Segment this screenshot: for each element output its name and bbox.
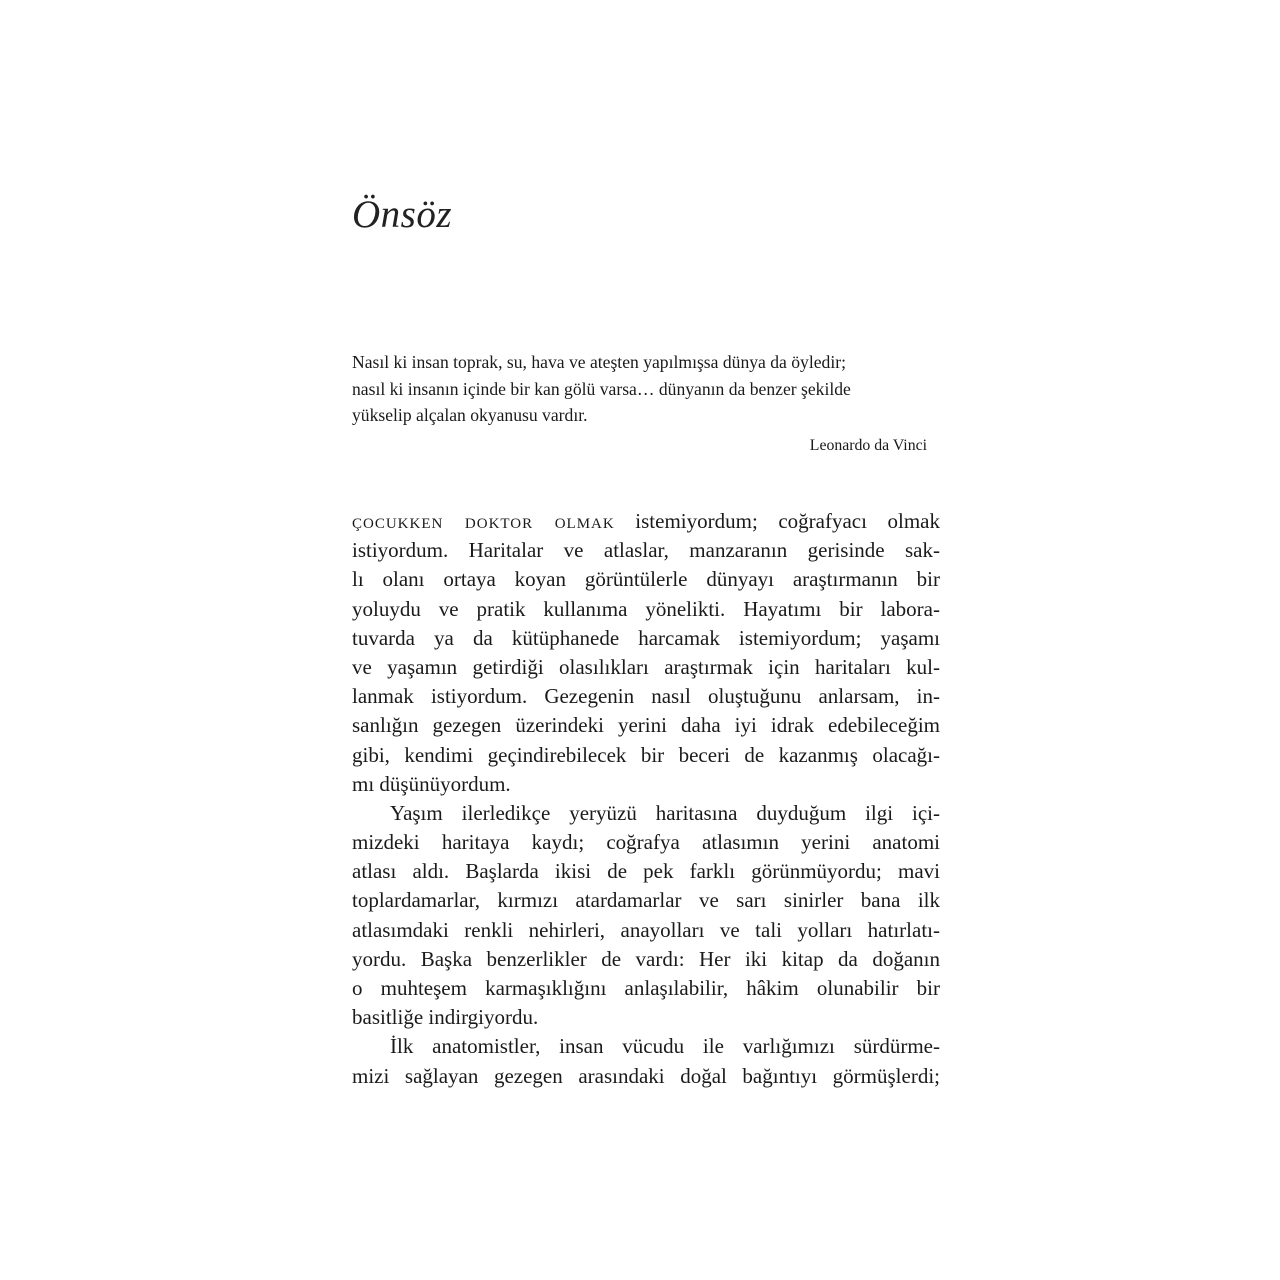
lead-in-small-caps: çocukken doktor olmak <box>352 509 615 533</box>
body-line: lanmak istiyordum. Gezegenin nasıl oluştuğunu anlarsam, in- <box>352 684 940 709</box>
body-line: atlasımdaki renkli nehirleri, anayolları ve tali yolları hatırlatı- <box>352 917 940 942</box>
epigraph-line: nasıl ki insanın içinde bir kan gölü varsa… dünyanın da benzer şekilde <box>352 378 851 399</box>
body-line: Yaşım ilerledikçe yeryüzü haritasına duyduğum ilgi içi- <box>390 800 940 825</box>
body-line: lı olanı ortaya koyan görüntülerle dünyayı araştırmanın bir <box>352 567 940 592</box>
body-line: istiyordum. Haritalar ve atlaslar, manzaranın gerisinde sak- <box>352 538 940 563</box>
epigraph-line: yükselip alçalan okyanusu vardır. <box>352 405 588 425</box>
body-line: mizi sağlayan gezegen arasındaki doğal bağıntıyı görmüşlerdi; <box>352 1063 940 1088</box>
body-line: ve yaşamın getirdiği olasılıkları araştırmak için haritaları kul- <box>352 654 940 679</box>
body-line: sanlığın gezegen üzerindeki yerini daha iyi idrak edebileceğim <box>352 713 940 738</box>
epigraph-line: Nasıl ki insan toprak, su, hava ve ateşten yapılmışsa dünya da öyledir; <box>352 352 846 372</box>
body-line: yordu. Başka benzerlikler de vardı: Her iki kitap da doğanın <box>352 946 940 971</box>
epigraph <box>352 349 927 459</box>
epigraph-author: Leonardo da Vinci <box>809 436 927 454</box>
chapter-title: Önsöz <box>352 193 453 236</box>
body-line <box>352 507 940 536</box>
body-line: atlası aldı. Başlarda ikisi de pek farklı görünmüyordu; mavi <box>352 859 940 884</box>
body-line: yoluydu ve pratik kullanıma yönelikti. Hayatımı bir labora- <box>352 596 940 621</box>
body-text <box>352 507 940 1091</box>
body-line: toplardamarlar, kırmızı atardamarlar ve sarı sinirler bana ilk <box>352 888 940 913</box>
body-line: mı düşünüyordum. <box>352 771 511 796</box>
body-line: İlk anatomistler, insan vücudu ile varlığımızı sürdürme- <box>390 1034 940 1059</box>
first-line-rest: istemiyordum; coğrafyacı olmak <box>635 509 941 533</box>
body-line: o muhteşem karmaşıklığını anlaşılabilir, hâkim olunabilir bir <box>352 976 940 1000</box>
body-line: tuvarda ya da kütüphanede harcamak istemiyordum; yaşamı <box>352 625 940 650</box>
body-line: gibi, kendimi geçindirebilecek bir beceri de kazanmış olacağı- <box>352 742 940 767</box>
body-line: mizdeki haritaya kaydı; coğrafya atlasımın yerini anatomi <box>352 830 940 855</box>
body-line: basitliğe indirgiyordu. <box>352 1005 539 1030</box>
